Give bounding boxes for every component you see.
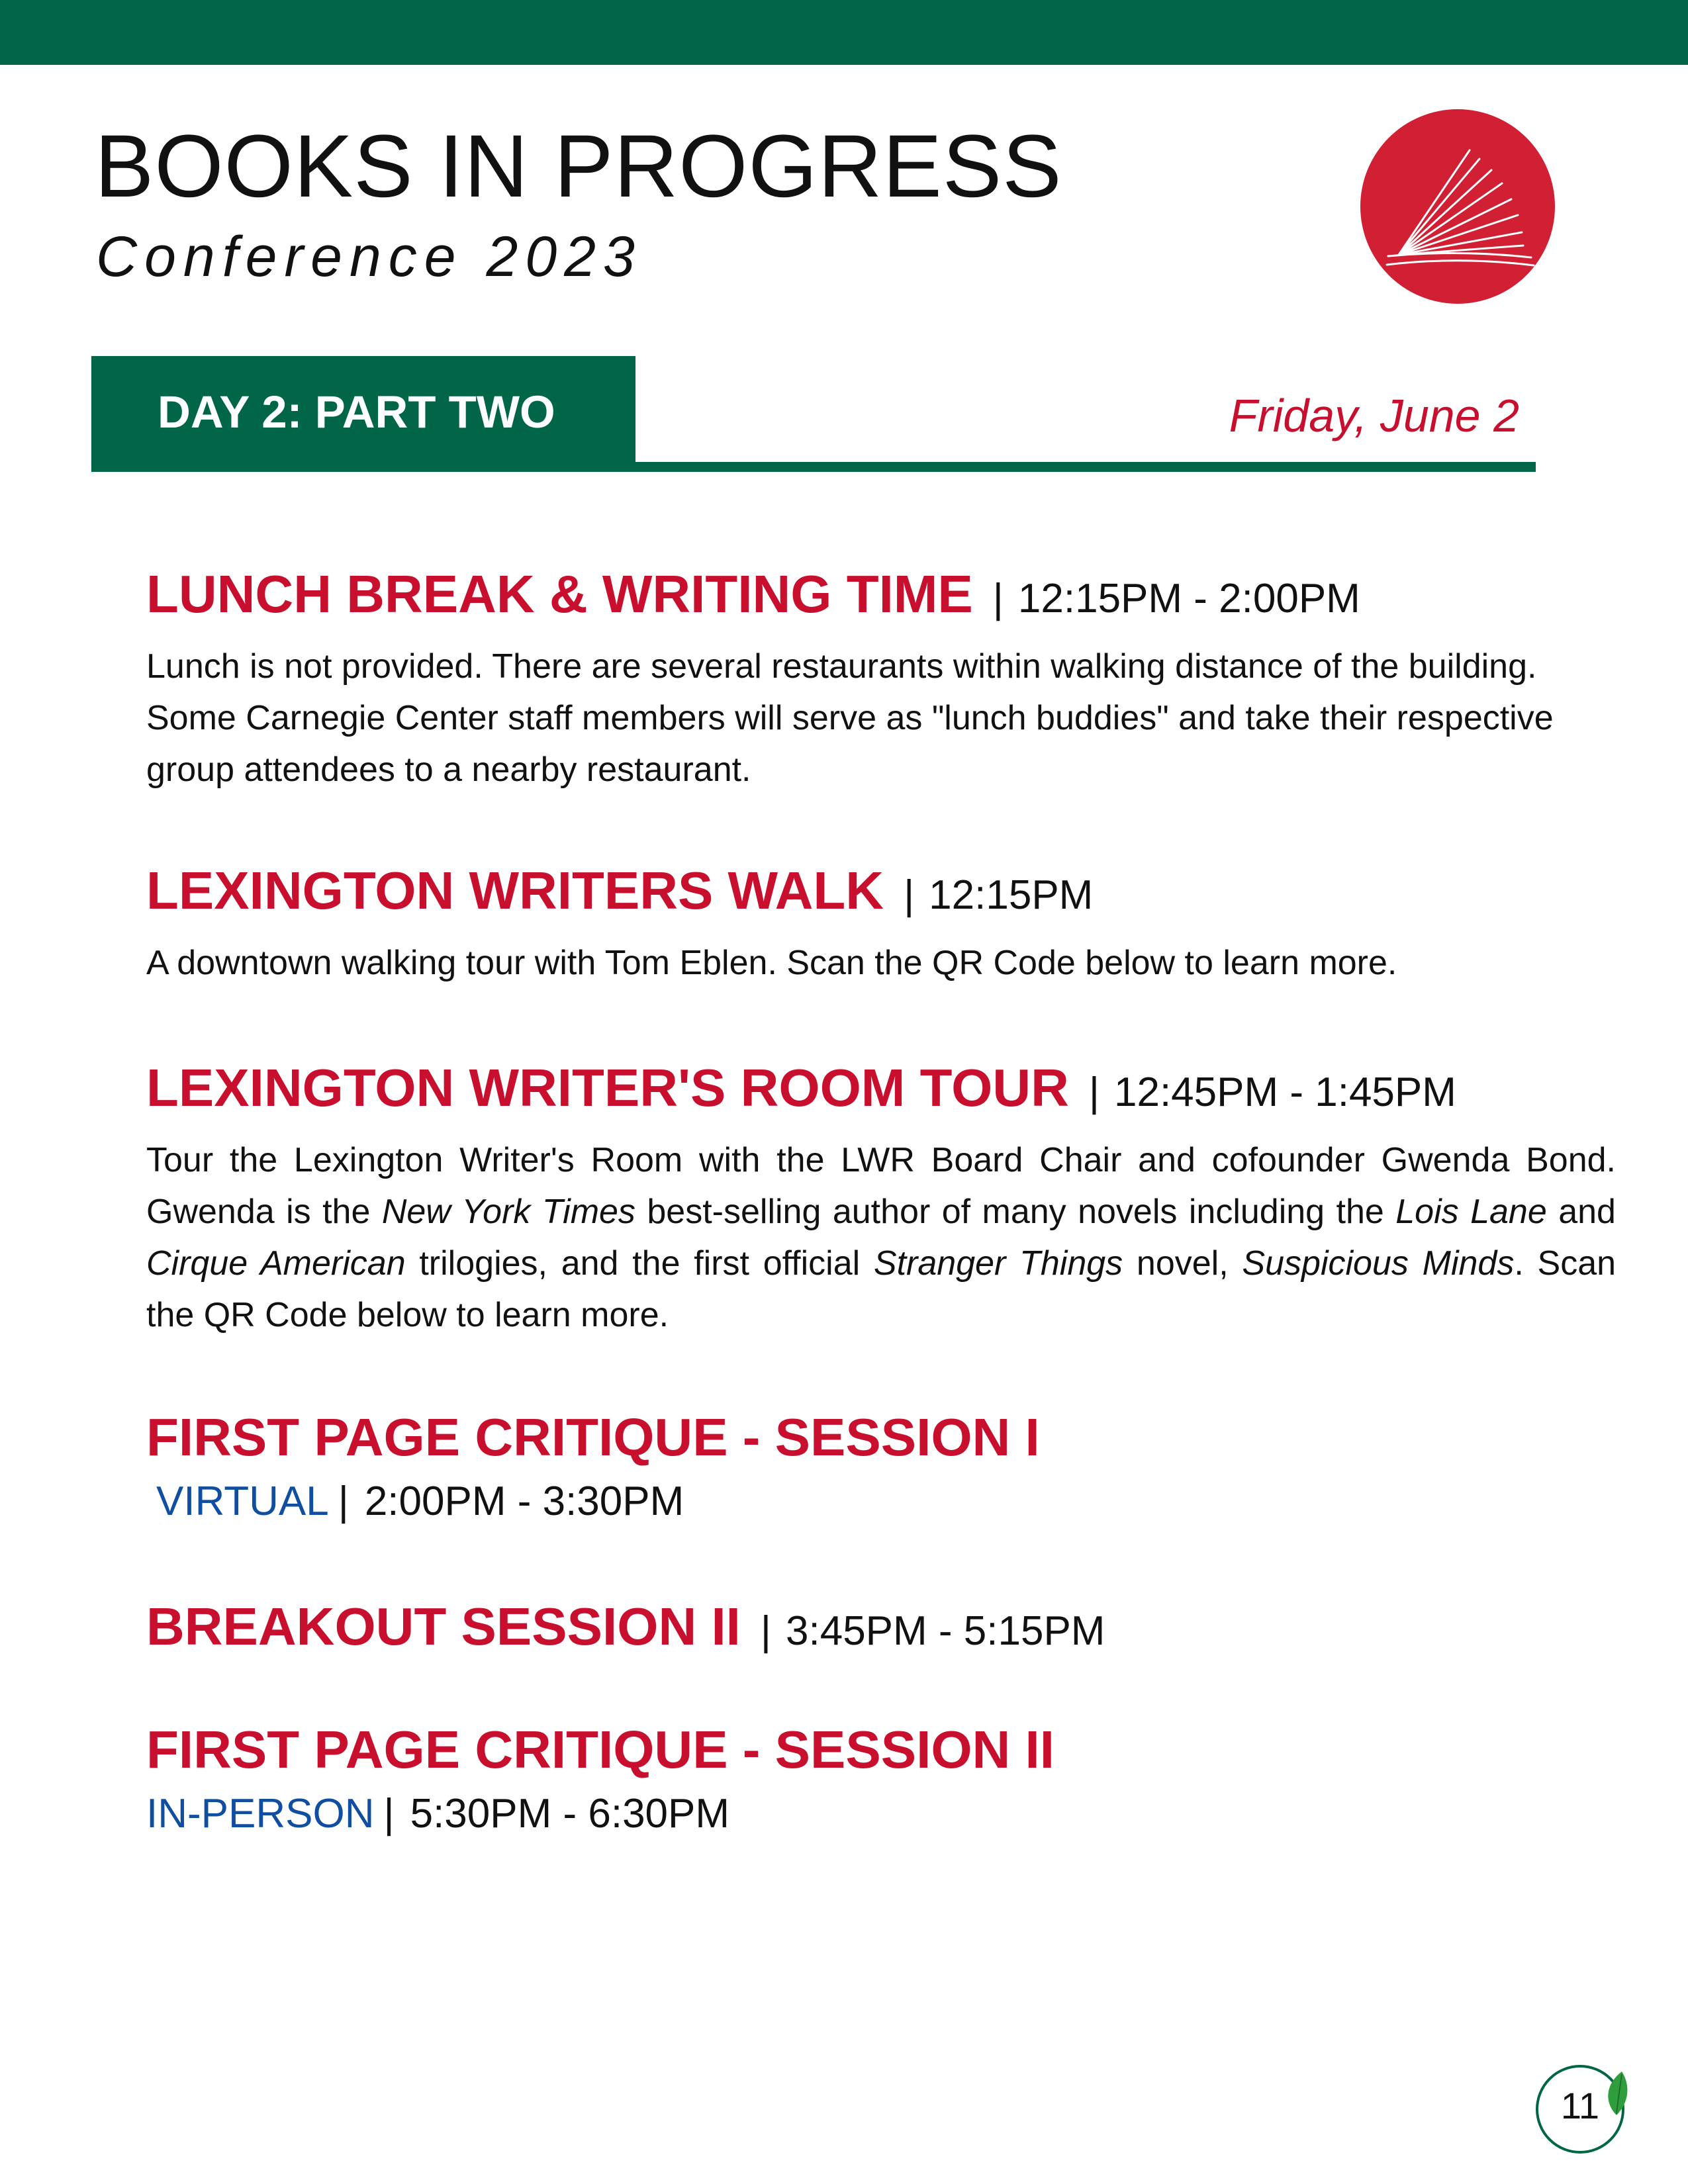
page-subtitle: Conference 2023 bbox=[96, 225, 642, 289]
open-book-logo-icon bbox=[1360, 109, 1555, 304]
desc-italic: Stranger Things bbox=[873, 1244, 1123, 1283]
event-description: A downtown walking tour with Tom Eblen. Scan the QR Code below to learn more. bbox=[146, 944, 1397, 982]
event-title: BREAKOUT SESSION II bbox=[146, 1597, 741, 1656]
separator: | bbox=[904, 872, 915, 918]
page-title: BOOKS IN PROGRESS bbox=[95, 117, 1062, 216]
desc-text: best-selling author of many novels including the bbox=[635, 1193, 1396, 1231]
desc-text: trilogies, and the first official bbox=[405, 1244, 874, 1283]
day-label: DAY 2: PART TWO bbox=[158, 387, 555, 437]
event-lunch-break bbox=[146, 565, 1616, 796]
event-first-page-critique-2 bbox=[146, 1720, 1055, 1837]
separator: | bbox=[992, 576, 1004, 621]
event-time: 12:15PM - 2:00PM bbox=[1017, 576, 1360, 621]
day-divider bbox=[91, 462, 1536, 472]
event-time: 12:15PM bbox=[929, 872, 1094, 918]
day-date: Friday, June 2 bbox=[1229, 390, 1519, 441]
separator: | bbox=[338, 1479, 349, 1524]
desc-italic: Lois Lane bbox=[1395, 1193, 1547, 1231]
event-title: LEXINGTON WRITERS WALK bbox=[146, 861, 884, 920]
event-mode: IN-PERSON bbox=[146, 1791, 375, 1837]
event-writers-walk bbox=[146, 861, 1616, 989]
event-description bbox=[146, 1134, 1616, 1341]
desc-italic: Suspicious Minds bbox=[1242, 1244, 1515, 1283]
event-time: 12:45PM - 1:45PM bbox=[1113, 1069, 1456, 1115]
event-title: FIRST PAGE CRITIQUE - SESSION II bbox=[146, 1720, 1055, 1779]
event-description: Lunch is not provided. There are several restaurants within walking distance of the building. Some Carnegie Center staff members will serve as "lunch buddies" and take their respective group attendees to a nearby restaurant. bbox=[146, 647, 1554, 789]
separator: | bbox=[760, 1608, 771, 1654]
event-title: FIRST PAGE CRITIQUE - SESSION I bbox=[146, 1408, 1040, 1467]
event-time: 2:00PM - 3:30PM bbox=[364, 1479, 684, 1524]
event-mode: VIRTUAL bbox=[156, 1479, 329, 1524]
event-time: 5:30PM - 6:30PM bbox=[410, 1791, 730, 1837]
event-time: 3:45PM - 5:15PM bbox=[786, 1608, 1105, 1654]
leaf-icon bbox=[1602, 2070, 1631, 2116]
desc-italic: Cirque American bbox=[146, 1244, 406, 1283]
event-title: LEXINGTON WRITER'S ROOM TOUR bbox=[146, 1058, 1069, 1117]
desc-text: Tour the Lexington Writer's Room with the LWR Board Chair and cofounder Gwenda Bond. Gwenda is the bbox=[146, 1141, 1616, 1231]
page-number-badge bbox=[1536, 2065, 1628, 2158]
desc-text: . Scan the QR Code below to learn more. bbox=[146, 1244, 1617, 1334]
separator: | bbox=[383, 1791, 395, 1837]
page-number: 11 bbox=[1560, 2085, 1600, 2126]
event-writers-room-tour bbox=[146, 1058, 1617, 1341]
day-banner bbox=[91, 356, 635, 467]
desc-text: novel, bbox=[1123, 1244, 1243, 1283]
event-breakout-session-2 bbox=[146, 1597, 1105, 1656]
desc-italic: New York Times bbox=[381, 1193, 635, 1231]
event-title: LUNCH BREAK & WRITING TIME bbox=[146, 565, 973, 623]
top-bar bbox=[0, 0, 1688, 65]
separator: | bbox=[1088, 1069, 1100, 1115]
event-first-page-critique-1 bbox=[146, 1408, 1040, 1524]
desc-text: and bbox=[1546, 1193, 1616, 1231]
